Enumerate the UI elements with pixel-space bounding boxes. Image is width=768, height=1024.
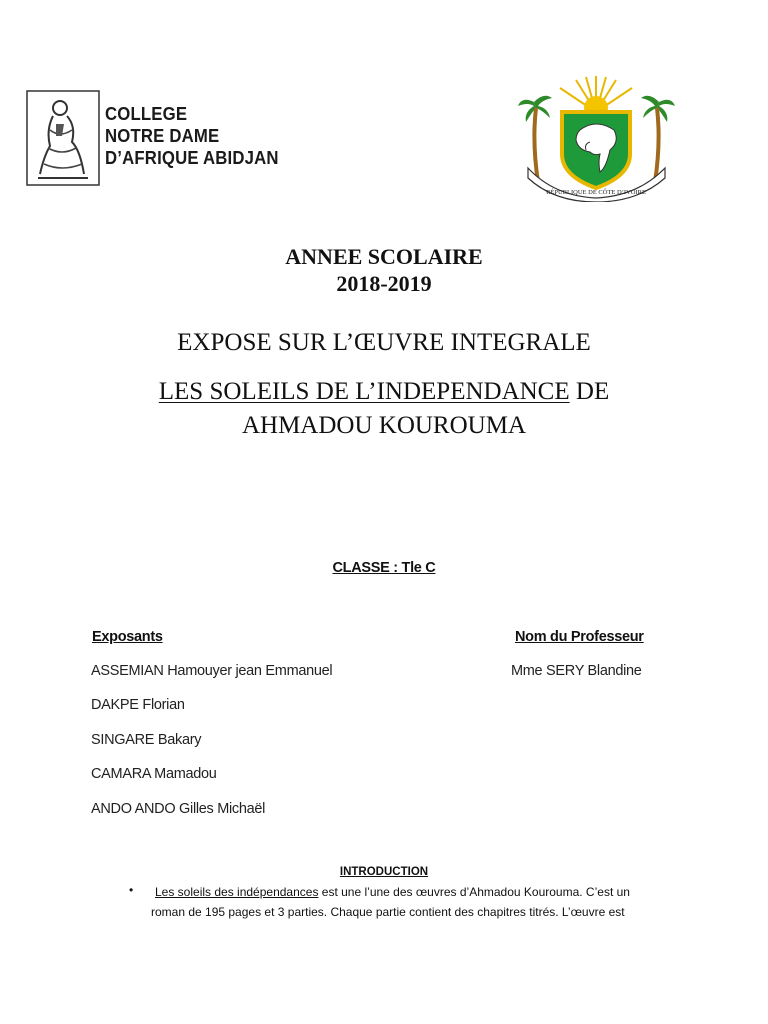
school-emblem-icon (26, 90, 100, 186)
school-name-line-3: D’AFRIQUE ABIDJAN (105, 148, 279, 168)
book-title: LES SOLEILS DE L’INDEPENDANCE (158, 378, 570, 405)
school-name (105, 103, 279, 169)
presenter-name: ASSEMIAN Hamouyer jean Emmanuel (91, 663, 333, 679)
presenter-name: DAKPE Florian (91, 697, 185, 713)
teacher-heading: Nom du Professeur (515, 629, 644, 645)
expose-title: EXPOSE SUR L’ŒUVRE INTEGRALE (177, 329, 591, 356)
presenter-name: CAMARA Mamadou (91, 766, 217, 782)
introduction-book-title: Les soleils des indépendances (155, 885, 319, 899)
coat-of-arms-ribbon-text: RÉPUBLIQUE DE CÔTE D’IVOIRE (546, 189, 646, 196)
school-year-heading (0, 243, 768, 297)
presenter-name: ANDO ANDO Gilles Michaël (91, 801, 266, 817)
bullet-icon: • (129, 883, 134, 897)
school-name-line-1: COLLEGE (105, 104, 188, 124)
presenters-heading: Exposants (92, 629, 163, 645)
introduction-heading: INTRODUCTION (339, 866, 429, 878)
teacher-name: Mme SERY Blandine (511, 663, 642, 679)
presenter-name: SINGARE Bakary (91, 732, 202, 748)
introduction-line-1 (155, 885, 630, 899)
author-name: AHMADOU KOUROUMA (241, 412, 527, 439)
introduction-line-1-rest: est une l’une des œuvres d’Ahmadou Kourouma. C’est un (318, 885, 630, 899)
work-title (0, 375, 768, 443)
class-label: CLASSE : Tle C (332, 560, 436, 576)
book-title-connector: DE (569, 378, 610, 405)
school-name-line-2: NOTRE DAME (105, 126, 220, 146)
school-logo (14, 84, 294, 188)
school-year-value: 2018-2019 (336, 271, 432, 296)
coat-of-arms-icon (514, 72, 679, 202)
school-year-label: ANNEE SCOLAIRE (285, 244, 483, 269)
introduction-line-2: roman de 195 pages et 3 parties. Chaque partie contient des chapitres titrés. L’œuvre est (151, 905, 625, 919)
